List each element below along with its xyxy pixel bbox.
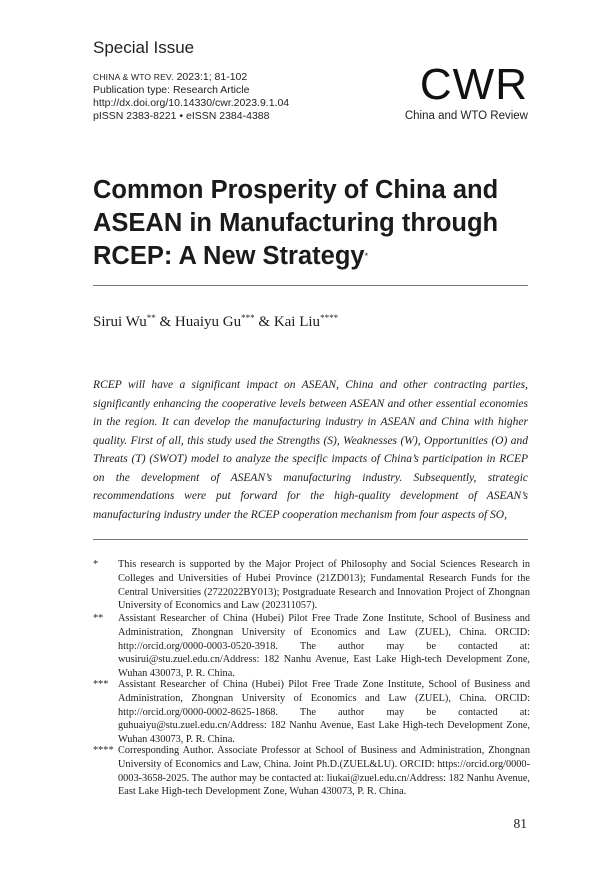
author-footnote-mark: ***	[241, 313, 255, 323]
author-separator: &	[155, 314, 175, 330]
page-number: 81	[513, 816, 527, 831]
footnote-text: Corresponding Author. Associate Professor at School of Business and Administration, Zhongnan University of Economics and Law, China. Joint Ph.D.(ZUEL&LU). ORCID: https://orcid.org/0000-0003-3658-2025. The author may be contacted at: liukai@zuel.edu.cn/Address: 182 Nanhu Avenue, East Lake High-tech Development Zone, Wuhan 430073, P. R. China.	[118, 745, 530, 798]
footnote	[93, 744, 530, 804]
author-footnote-mark: **	[146, 313, 156, 323]
footnote-mark: *	[93, 559, 99, 570]
publication-type: Publication type: Research Article	[93, 84, 250, 96]
article-title	[93, 174, 533, 273]
footnote-mark: **	[93, 613, 104, 624]
footnote-text: This research is supported by the Major Project of Philosophy and Social Sciences Research in Colleges and Universities of Hubei Province (21ZD013); Fundamental Research Funds for the Central Universities (2722022BY013); Postgraduate Research and Innovation Project of Zhongnan University of Economics and Law (202311057).	[118, 559, 530, 612]
abstract: RCEP will have a significant impact on ASEAN, China and other contracting parties, significantly enhancing the cooperative levels between ASEAN and other essential economies in the region. It can develop the manufacturing industry in ASEAN and China with higher quality. First of all, this study used the Strengths (S), Weaknesses (W), Opportunities (O) and Threats (T) (SWOT) model to analyze the specific impacts of China’s participation in RCEP on the development of ASEAN’s manufacturing industry. Subsequently, strategic recommendations were put forward for the high-quality development of ASEAN’s manufacturing industry under the RCEP cooperation mechanism from four aspects of SO,	[93, 379, 528, 521]
author-name: Kai Liu	[273, 314, 321, 330]
title-divider	[93, 285, 528, 286]
special-issue-label: Special Issue	[93, 38, 195, 57]
journal-ref-volume: 2023:1; 81-102	[176, 71, 248, 83]
issn-line: pISSN 2383-8221 • eISSN 2384-4388	[93, 110, 270, 122]
footnote-text: Assistant Researcher of China (Hubei) Pilot Free Trade Zone Institute, School of Business and Administration, Zhongnan University of Economics and Law (ZUEL), China. ORCID: http://orcid.org/0000-0003-0520-3918. The author may be contacted at: wusirui@stu.zuel.edu.cn/Address: 182 Nanhu Avenue, East Lake High-tech Development Zone, Wuhan 430073, P. R. China.	[118, 613, 530, 680]
footnote-divider	[93, 539, 528, 540]
author-name: Huaiyu Gu	[174, 314, 242, 330]
journal-reference	[93, 71, 247, 84]
footnote-text: Assistant Researcher of China (Hubei) Pilot Free Trade Zone Institute, School of Business and Administration, Zhongnan University of Economics and Law (ZUEL), China. ORCID: http://orcid.org/0000-0002-8625-1868. The author may be contacted at: guhuaiyu@stu.zuel.edu.cn/Address: 182 Nanhu Avenue, East Lake High-tech Development Zone, Wuhan 430073, P. R. China.	[118, 679, 530, 746]
author-name: Sirui Wu	[93, 314, 147, 330]
journal-logo-subtitle: China and WTO Review	[404, 110, 528, 122]
journal-ref-caps: CHINA & WTO REV.	[93, 72, 174, 82]
footnote	[93, 612, 530, 682]
title-footnote-mark: *	[364, 251, 369, 261]
footnote-mark: ****	[93, 745, 114, 756]
author-list	[93, 314, 338, 331]
footnote	[93, 558, 530, 614]
footnote-mark: ***	[93, 679, 109, 690]
journal-logo: CWR	[419, 60, 528, 109]
author-separator: &	[254, 314, 274, 330]
footnote	[93, 678, 530, 748]
author-footnote-mark: ****	[320, 313, 339, 323]
doi-link[interactable]: http://dx.doi.org/10.14330/cwr.2023.9.1.04	[93, 97, 290, 109]
article-title-text: Common Prosperity of China and ASEAN in Manufacturing through RCEP: A New Strategy	[93, 176, 499, 270]
